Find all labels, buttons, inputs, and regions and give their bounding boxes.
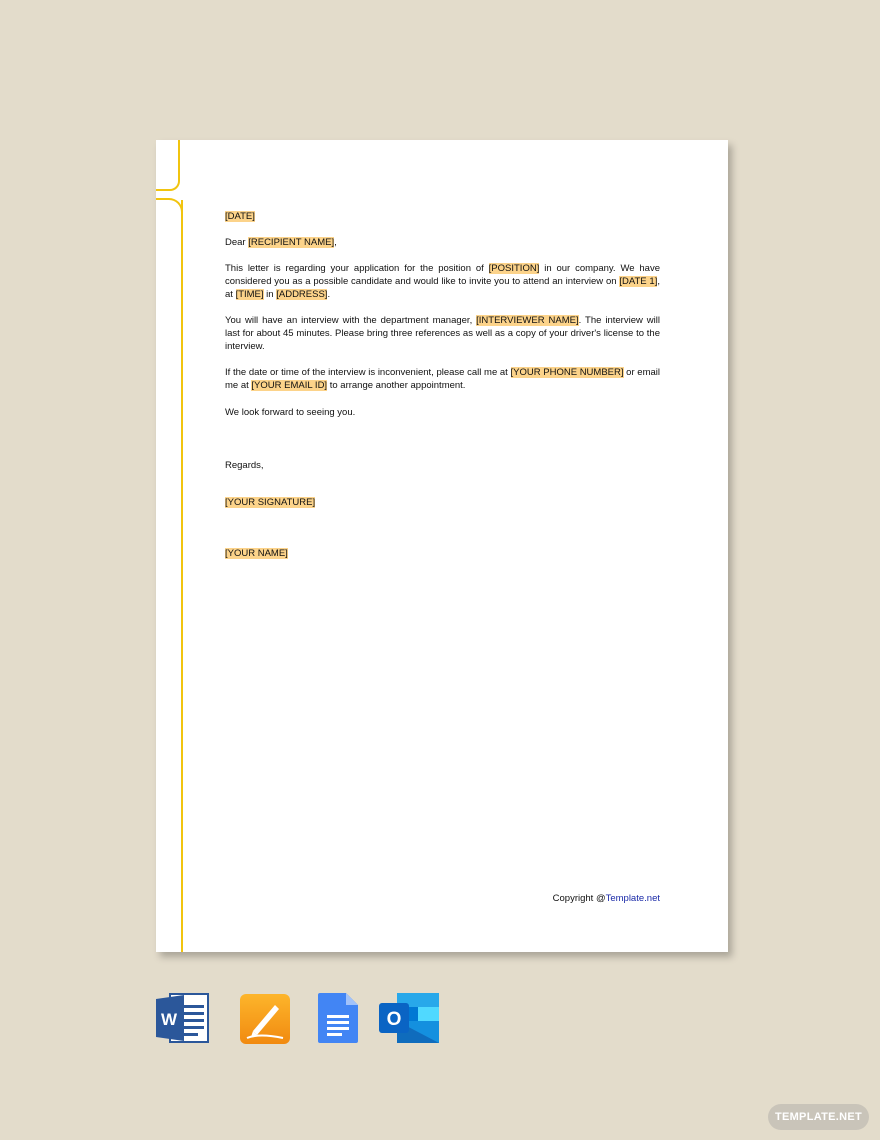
paragraph-text: in [263, 289, 277, 300]
signature-placeholder: [YOUR SIGNATURE] [225, 497, 316, 508]
outlook-letter: O [386, 1009, 402, 1030]
paragraph-text: in our company. We have considered you as a possible candidate and would like to invite you to attend an interview on [225, 263, 660, 287]
paragraph-contact [225, 366, 660, 392]
template-net-badge[interactable]: TEMPLATE.NET [768, 1104, 869, 1130]
address-placeholder: [ADDRESS] [276, 289, 328, 300]
paragraph-text: . [327, 289, 331, 300]
page-decoration-line [181, 200, 183, 952]
salutation [225, 236, 337, 249]
microsoft-word-icon[interactable] [156, 993, 208, 1043]
microsoft-outlook-icon[interactable] [379, 993, 431, 1043]
page-decoration-curve [156, 198, 183, 228]
recipient-placeholder: [RECIPIENT NAME] [248, 237, 335, 248]
closing: Regards, [225, 460, 264, 471]
paragraph-closing-line: We look forward to seeing you. [225, 407, 356, 418]
position-placeholder: [POSITION] [488, 263, 540, 274]
name-placeholder: [YOUR NAME] [225, 548, 288, 559]
copyright-prefix: Copyright @ [552, 893, 606, 904]
paragraph-text: If the date or time of the interview is inconvenient, please call me at [225, 367, 511, 378]
phone-placeholder: [YOUR PHONE NUMBER] [510, 367, 624, 378]
paragraph-interview [225, 314, 660, 353]
paragraph-text: This letter is regarding your application for the position of [225, 263, 489, 274]
name-line [225, 547, 288, 560]
copyright-notice [520, 893, 660, 904]
time-placeholder: [TIME] [235, 289, 264, 300]
copyright-brand-link[interactable]: Template.net [605, 893, 660, 904]
salutation-suffix: , [334, 237, 337, 248]
google-docs-icon[interactable] [318, 993, 370, 1043]
word-letter: W [160, 1010, 178, 1029]
date-placeholder: [DATE] [225, 211, 255, 222]
salutation-prefix: Dear [225, 237, 249, 248]
paragraph-invitation [225, 262, 660, 301]
paragraph-text: , at [225, 276, 660, 300]
email-placeholder: [YOUR EMAIL ID] [251, 380, 328, 391]
signature-line [225, 496, 315, 509]
page-decoration-top [156, 140, 180, 191]
date1-placeholder: [DATE 1] [619, 276, 658, 287]
apple-pages-icon[interactable] [239, 993, 291, 1043]
interviewer-placeholder: [INTERVIEWER NAME] [476, 315, 579, 326]
paragraph-text: or email me at [225, 367, 660, 391]
paragraph-text: . The interview will last for about 45 minutes. Please bring three references as well as a copy of your driver's license to the interview. [225, 315, 660, 352]
paragraph-text: to arrange another appointment. [327, 380, 466, 391]
paragraph-text: You will have an interview with the department manager, [225, 315, 477, 326]
letter-date [225, 210, 255, 223]
